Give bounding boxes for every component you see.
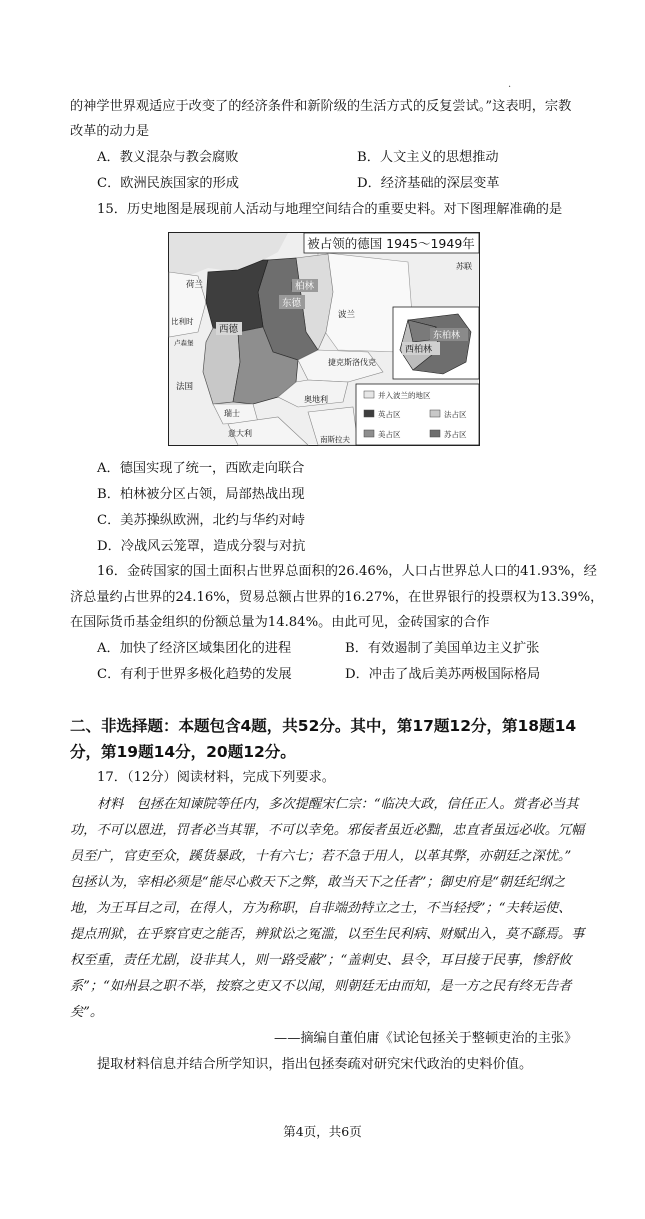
q17-stem: 17．（12分）阅读材料，完成下列要求。 [97,770,335,785]
q16-option-b: B．有效遏制了美国单边主义扩张 [345,641,540,656]
section-two-heading-line2: 分，第19题14分，20题12分。 [70,743,296,761]
q14-option-a: A．教义混杂与教会腐败 [97,150,239,165]
label-west-berlin: 西柏林 [405,345,433,355]
q17-material-line8: 系”；“如州县之职不举，按察之吏又不以闻，则朝廷无由而知，是一方之民有终无告者 [70,979,572,994]
q17-material-line5: 地，为王耳目之司，在得人，方为称职，自非端劲特立之士，不当轻授”；“夫转运使、 [70,901,572,916]
label-belgium: 比利时 [171,317,194,326]
legend-soviet-zone: 苏占区 [444,430,467,439]
q16-stem-line3: 在国际货币基金组织的份额总量为14.84%。由此可见，金砖国家的合作 [70,615,490,630]
section-two-heading-line1: 二、非选择题：本题包含4题，共52分。其中，第17题12分，第18题14 [70,717,577,735]
label-east-berlin: 东柏林 [433,331,461,341]
label-west-germany: 西德 [219,324,239,335]
legend-poland-annexed: 并入波兰的地区 [378,391,431,400]
q17-material-line9: 矣”。 [70,1005,104,1020]
map-title: 被占领的德国 1945～1949年 [307,236,475,251]
label-netherlands: 荷兰 [186,280,204,290]
q15-option-b: B．柏林被分区占领，局部热战出现 [97,487,305,502]
q17-material-line2: 功，不可以恩进，罚者必当其罪，不可以幸免。邪佞者虽近必黜，忠直者虽远必收。冗幅 [70,823,585,838]
q17-question: 提取材料信息并结合所学知识，指出包拯奏疏对研究宋代政治的史料价值。 [97,1057,533,1072]
q14-stem-line2: 改革的动力是 [70,124,150,139]
q17-material-line4: 包拯认为，宰相必须是“能尽心救天下之弊，敢当天下之任者”；御史府是“朝廷纪纲之 [70,875,565,890]
q14-stem-line1: 的神学世界观适应于改变了的经济条件和新阶级的生活方式的反复尝试。”这表明，宗教 [70,99,572,114]
label-luxembourg: 卢森堡 [174,339,194,347]
q14-option-c: C．欧洲民族国家的形成 [97,176,239,191]
q14-option-b: B．人文主义的思想推动 [357,150,499,165]
q16-stem-line1: 16．金砖国家的国土面积占世界总面积的26.46%，人口占世界总人口的41.93%，经 [97,564,597,579]
legend-us-zone: 美占区 [378,430,401,439]
q15-stem: 15．历史地图是展现前人活动与地理空间结合的重要史料。对下图理解准确的是 [97,202,563,217]
q17-material-line3: 员至广，官吏至众，蹊货暴政，十有六七；若不急于用人，以革其弊，亦朝廷之深忧。” [70,849,572,864]
q15-option-c: C．美苏操纵欧洲，北约与华约对峙 [97,513,305,528]
q15-option-d: D．冷战风云笼罩，造成分裂与对抗 [97,539,306,554]
legend-french-zone: 法占区 [444,410,467,419]
label-italy: 意大利 [228,429,252,438]
label-east-germany: 东德 [282,298,302,309]
scan-mark: · [508,82,512,93]
label-france: 法国 [176,382,194,392]
q16-option-d: D．冲击了战后美苏两极国际格局 [345,667,541,682]
page-footer: 第4页，共6页 [283,1124,362,1139]
label-czechoslovakia: 捷克斯洛伐克 [328,358,376,367]
q17-material-line7: 权至重，责任尤剧，设非其人，则一路受蔽”；“盖刺史、县令，耳目接于民事，惨舒攸 [70,953,572,968]
label-switzerland: 瑞士 [224,409,240,418]
q17-material-line6: 提点刑狱，在乎察官吏之能否，辨狱讼之冤滥，以至生民利病、财赋出入，莫不繇焉。事 [70,927,585,942]
q16-stem-line2: 济总量约占世界的24.16%，贸易总额占世界的16.27%，在世界银行的投票权为13.39%， [70,590,604,605]
q17-source: ——摘编自董伯庸《试论包拯关于整顿吏治的主张》 [274,1031,578,1046]
q16-option-a: A．加快了经济区域集团化的进程 [97,641,292,656]
q15-option-a: A．德国实现了统一，西欧走向联合 [97,461,305,476]
label-berlin: 柏林 [295,281,315,292]
q14-option-d: D．经济基础的深层变革 [357,176,500,191]
q16-option-c: C．有利于世界多极化趋势的发展 [97,667,292,682]
germany-occupation-map [168,232,480,446]
label-austria: 奥地利 [304,395,328,404]
label-yugoslavia: 南斯拉夫 [320,435,350,444]
label-ussr: 苏联 [456,262,472,271]
label-poland: 波兰 [338,310,356,320]
q17-material-line1: 材料 包拯在知谏院等任内，多次提醒宋仁宗：“临决大政，信任正人。赏者必当其 [97,797,579,812]
legend-british-zone: 英占区 [378,410,401,419]
